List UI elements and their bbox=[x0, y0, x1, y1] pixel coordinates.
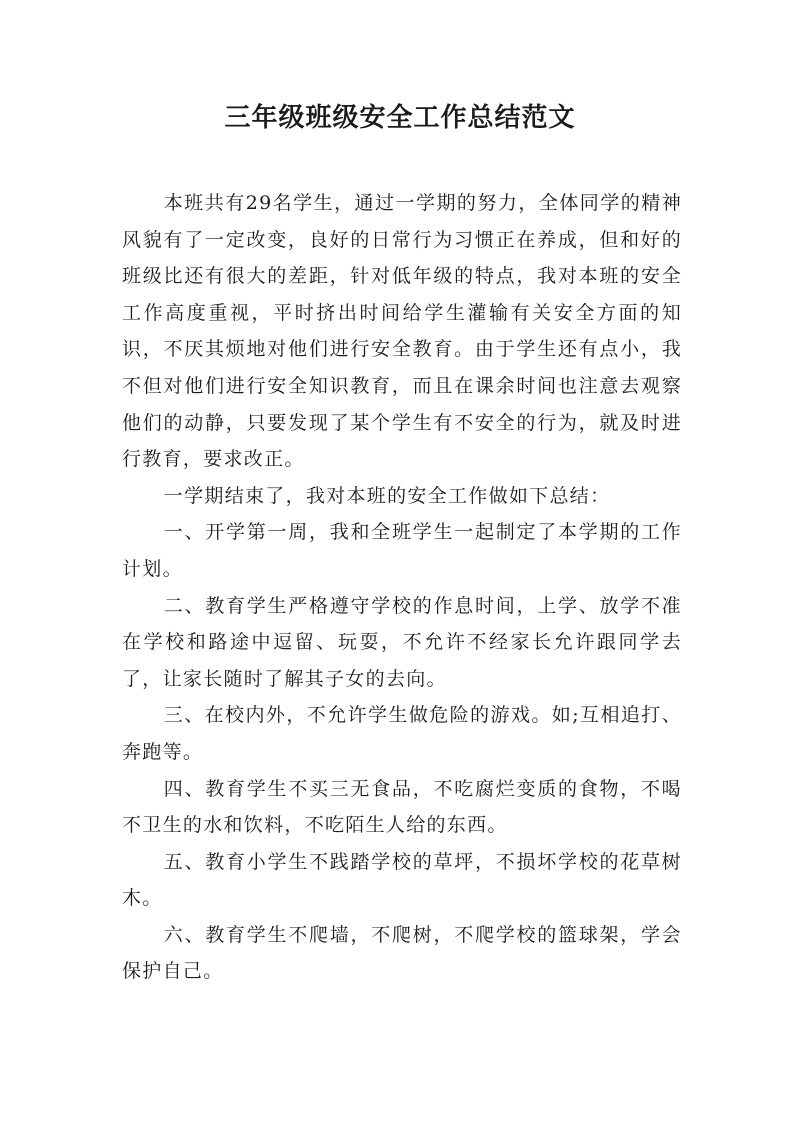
paragraph-item-1: 一、开学第一周，我和全班学生一起制定了本学期的工作计划。 bbox=[122, 521, 682, 580]
paragraph-summary-lead: 一学期结束了，我对本班的安全工作做如下总结： bbox=[163, 484, 611, 507]
document-title: 三年级班级安全工作总结范文 bbox=[224, 103, 576, 133]
paragraph-item-3: 三、在校内外，不允许学生做危险的游戏。如;互相追打、奔跑等。 bbox=[122, 704, 682, 763]
paragraph-item-5: 五、教育小学生不践踏学校的草坪，不损坏学校的花草树木。 bbox=[122, 850, 682, 910]
paragraph-item-2: 二、教育学生严格遵守学校的作息时间，上学、放学不准在学校和路途中逗留、玩耍，不允许不经家长允许跟同学去了，让家长随时了解其子女的去向。 bbox=[122, 594, 682, 690]
paragraph-intro: 本班共有29名学生，通过一学期的努力，全体同学的精神风貌有了一定改变，良好的日常行为习惯正在养成，但和好的班级比还有很大的差距，针对低年级的特点，我对本班的安全工作高度重视，平时挤出时间给学生灌输有关安全方面的知识，不厌其烦地对他们进行安全教育。由于学生还有点小，我不但对他们进行安全知识教育，而且在课余时间也注意去观察他们的动静，只要发现了某个学生有不安全的行为，就及时进行教育，要求改正。 bbox=[122, 192, 682, 471]
paragraph-item-6: 六、教育学生不爬墙，不爬树，不爬学校的篮球架，学会保护自己。 bbox=[122, 923, 682, 983]
paragraph-item-4: 四、教育学生不买三无食品，不吃腐烂变质的食物，不喝不卫生的水和饮料，不吃陌生人给的东西。 bbox=[122, 777, 682, 837]
document-body bbox=[122, 185, 682, 990]
